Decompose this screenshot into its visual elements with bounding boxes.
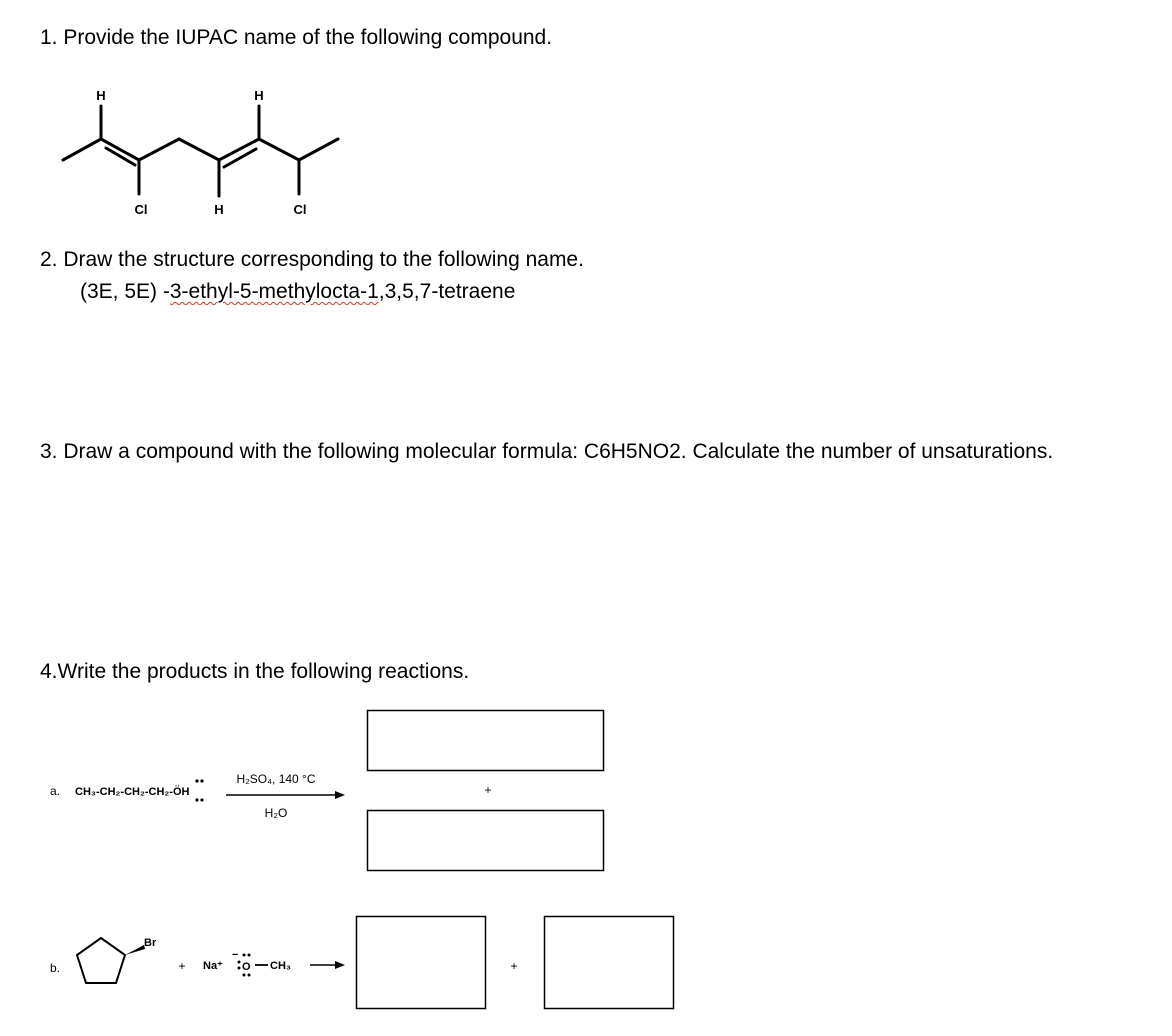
question-1-text: 1. Provide the IUPAC name of the following compound. <box>40 26 553 49</box>
name-suffix: ,3,5,7-tetraene <box>378 280 516 303</box>
reaction-b-label: b. <box>50 961 61 975</box>
cyclopentane-ring <box>77 938 125 983</box>
reaction-a-condition-top: H₂SO₄, 140 °C <box>236 772 316 786</box>
reaction-a-arrowhead <box>335 791 345 799</box>
atom-h-top-left: H <box>96 88 106 103</box>
reaction-a-answer-box-2[interactable] <box>368 811 604 871</box>
atom-h-top-right: H <box>254 88 264 103</box>
reaction-a-plus: + <box>484 783 492 797</box>
methoxide-charge: − <box>232 949 239 961</box>
atom-cl-right: Cl <box>293 202 307 217</box>
reaction-a-label: a. <box>50 784 61 798</box>
methoxide-oxygen: O <box>242 961 251 973</box>
atom-h-bottom: H <box>214 202 224 217</box>
reaction-b-answer-box-2[interactable] <box>545 917 674 1009</box>
methoxide-methyl: CH₃ <box>270 960 291 972</box>
reaction-b-arrowhead <box>335 961 345 969</box>
reaction-a-answer-box-1[interactable] <box>368 711 604 771</box>
reaction-b-answer-box-1[interactable] <box>357 917 486 1009</box>
question-2-text: 2. Draw the structure corresponding to the following name. <box>40 248 584 271</box>
atom-cl-left: Cl <box>134 202 148 217</box>
sodium-ion: Na⁺ <box>203 960 223 972</box>
reaction-a-reactant: CH₃-CH₂-CH₂-CH₂-ÖH <box>75 786 190 798</box>
question-3-text: 3. Draw a compound with the following molecular formula: C6H5NO2. Calculate the number of unsaturations. <box>40 440 1054 463</box>
reaction-a-lone-pairs <box>195 779 203 801</box>
atom-br: Br <box>144 937 157 949</box>
name-spellcheck-underlined: 3-ethyl-5-methylocta-1 <box>169 280 379 303</box>
reaction-a-condition-bottom: H₂O <box>264 806 288 820</box>
reaction-b-plus-1: + <box>178 959 186 973</box>
reaction-b-plus-2: + <box>510 959 518 973</box>
name-prefix: (3E, 5E) - <box>80 280 170 303</box>
question-4-text: 4.Write the products in the following reactions. <box>40 660 470 683</box>
wedge-bond-br <box>125 945 145 955</box>
